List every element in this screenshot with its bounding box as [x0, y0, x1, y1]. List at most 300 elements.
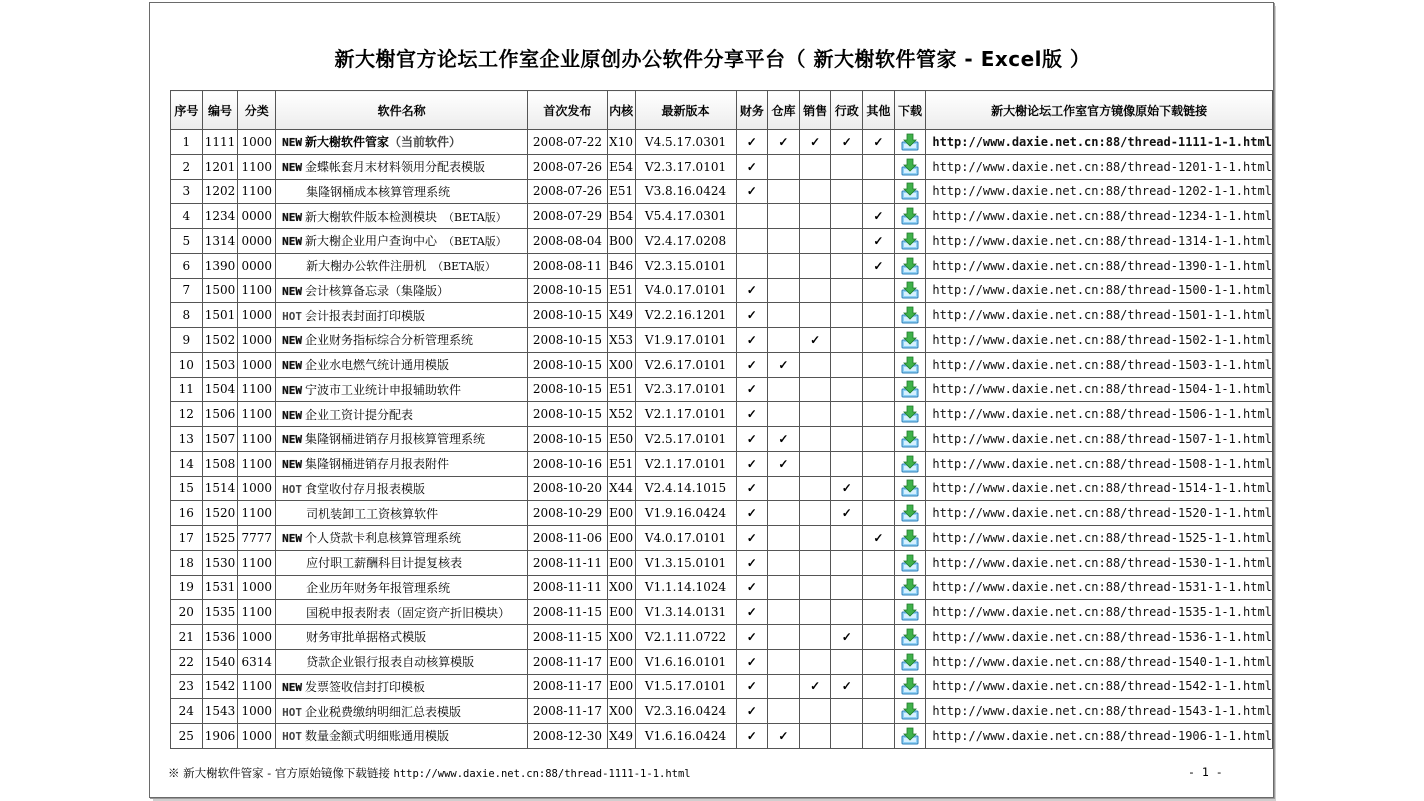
- other-mark: ✓: [863, 130, 895, 155]
- new-badge: NEW: [282, 161, 302, 175]
- software-category: 1100: [238, 501, 276, 526]
- finance-mark: ✓: [736, 550, 768, 575]
- mirror-link[interactable]: http://www.daxie.net.cn:88/thread-1514-1-1.html: [926, 476, 1273, 501]
- other-mark: [863, 278, 895, 303]
- sales-mark: [799, 303, 831, 328]
- core-code: X49: [607, 724, 635, 749]
- mirror-link[interactable]: http://www.daxie.net.cn:88/thread-1390-1-1.html: [926, 253, 1273, 278]
- new-badge: NEW: [282, 532, 302, 546]
- header-code: 编号: [202, 91, 238, 130]
- download-icon: [901, 603, 919, 621]
- software-name: 新大榭软件管家: [304, 135, 389, 150]
- software-name: 国税申报表附表（固定资产折旧模块）: [306, 605, 511, 620]
- download-icon: [901, 479, 919, 497]
- mirror-link[interactable]: http://www.daxie.net.cn:88/thread-1234-1-1.html: [926, 204, 1273, 229]
- admin-mark: [831, 575, 863, 600]
- software-name-cell: [276, 229, 528, 254]
- warehouse-mark: ✓: [768, 352, 800, 377]
- new-badge: NEW: [282, 284, 302, 298]
- download-icon: [901, 727, 919, 745]
- finance-mark: ✓: [736, 427, 768, 452]
- download-button[interactable]: [894, 575, 926, 600]
- software-code: 1111: [202, 130, 238, 155]
- other-mark: [863, 352, 895, 377]
- mirror-link[interactable]: http://www.daxie.net.cn:88/thread-1508-1-1.html: [926, 451, 1273, 476]
- admin-mark: [831, 600, 863, 625]
- software-code: 1500: [202, 278, 238, 303]
- warehouse-mark: [768, 649, 800, 674]
- software-code: 1536: [202, 625, 238, 650]
- latest-version: V2.1.11.0722: [635, 625, 736, 650]
- software-code: 1530: [202, 550, 238, 575]
- mirror-link[interactable]: http://www.daxie.net.cn:88/thread-1906-1-1.html: [926, 724, 1273, 749]
- software-code: 1542: [202, 674, 238, 699]
- software-code: 1906: [202, 724, 238, 749]
- sales-mark: [799, 501, 831, 526]
- sales-mark: [799, 600, 831, 625]
- software-category: 1100: [238, 154, 276, 179]
- software-name-cell: [276, 699, 528, 724]
- row-number: 2: [171, 154, 203, 179]
- software-name: 应付职工薪酬科目计提复核表: [306, 556, 463, 571]
- download-icon: [901, 702, 919, 720]
- download-icon: [901, 331, 919, 349]
- row-number: 6: [171, 253, 203, 278]
- download-button[interactable]: [894, 674, 926, 699]
- download-button[interactable]: [894, 229, 926, 254]
- new-badge: NEW: [282, 359, 302, 373]
- admin-mark: [831, 402, 863, 427]
- software-name-cell: [276, 154, 528, 179]
- table-row: [171, 724, 1273, 749]
- mirror-link[interactable]: http://www.daxie.net.cn:88/thread-1543-1-1.html: [926, 699, 1273, 724]
- software-code: 1234: [202, 204, 238, 229]
- latest-version: V2.2.16.1201: [635, 303, 736, 328]
- download-button[interactable]: [894, 253, 926, 278]
- table-row: [171, 625, 1273, 650]
- mirror-link[interactable]: http://www.daxie.net.cn:88/thread-1520-1-1.html: [926, 501, 1273, 526]
- row-number: 24: [171, 699, 203, 724]
- download-button[interactable]: [894, 154, 926, 179]
- software-code: 1390: [202, 253, 238, 278]
- row-number: 9: [171, 328, 203, 353]
- row-number: 21: [171, 625, 203, 650]
- software-name: 司机装卸工工资核算软件: [306, 506, 439, 521]
- latest-version: V1.6.16.0424: [635, 724, 736, 749]
- software-name-cell: [276, 600, 528, 625]
- first-release-date: 2008-07-22: [528, 130, 608, 155]
- finance-mark: [736, 204, 768, 229]
- row-number: 19: [171, 575, 203, 600]
- first-release-date: 2008-08-11: [528, 253, 608, 278]
- download-button[interactable]: [894, 699, 926, 724]
- first-release-date: 2008-11-15: [528, 625, 608, 650]
- other-mark: ✓: [863, 204, 895, 229]
- software-name: 企业水电燃气统计通用模版: [304, 358, 449, 373]
- download-button[interactable]: [894, 550, 926, 575]
- download-icon: [901, 504, 919, 522]
- sales-mark: [799, 699, 831, 724]
- software-category: 1000: [238, 625, 276, 650]
- admin-mark: ✓: [831, 674, 863, 699]
- latest-version: V1.9.16.0424: [635, 501, 736, 526]
- other-mark: [863, 550, 895, 575]
- core-code: E51: [607, 377, 635, 402]
- latest-version: V2.3.17.0101: [635, 154, 736, 179]
- download-button[interactable]: [894, 303, 926, 328]
- sales-mark: [799, 278, 831, 303]
- download-button[interactable]: [894, 501, 926, 526]
- software-name-cell: [276, 328, 528, 353]
- mirror-link[interactable]: http://www.daxie.net.cn:88/thread-1202-1-1.html: [926, 179, 1273, 204]
- mirror-link[interactable]: http://www.daxie.net.cn:88/thread-1530-1-1.html: [926, 550, 1273, 575]
- other-mark: ✓: [863, 229, 895, 254]
- software-name: 集隆钢桶成本核算管理系统: [306, 184, 451, 199]
- table-row: [171, 402, 1273, 427]
- download-icon: [901, 306, 919, 324]
- table-row: [171, 526, 1273, 551]
- table-row: [171, 501, 1273, 526]
- first-release-date: 2008-10-15: [528, 402, 608, 427]
- table-row: [171, 575, 1273, 600]
- mirror-link[interactable]: http://www.daxie.net.cn:88/thread-1503-1-1.html: [926, 352, 1273, 377]
- download-icon: [901, 529, 919, 547]
- table-row: [171, 550, 1273, 575]
- admin-mark: ✓: [831, 625, 863, 650]
- latest-version: V2.3.17.0101: [635, 377, 736, 402]
- first-release-date: 2008-10-20: [528, 476, 608, 501]
- finance-mark: ✓: [736, 377, 768, 402]
- download-icon: [901, 158, 919, 176]
- table-row: [171, 130, 1273, 155]
- header-finance: 财务: [736, 91, 768, 130]
- download-button[interactable]: [894, 328, 926, 353]
- software-category: 1100: [238, 377, 276, 402]
- latest-version: V1.1.14.1024: [635, 575, 736, 600]
- finance-mark: ✓: [736, 328, 768, 353]
- latest-version: V4.0.17.0101: [635, 278, 736, 303]
- hot-badge: HOT: [282, 730, 302, 744]
- software-name-cell: [276, 427, 528, 452]
- core-code: X52: [607, 402, 635, 427]
- sales-mark: ✓: [799, 674, 831, 699]
- software-category: 0000: [238, 229, 276, 254]
- software-code: 1507: [202, 427, 238, 452]
- download-button[interactable]: [894, 526, 926, 551]
- software-name-cell: [276, 649, 528, 674]
- row-number: 23: [171, 674, 203, 699]
- header-mirror-link: 新大榭论坛工作室官方镜像原始下载链接: [926, 91, 1273, 130]
- core-code: X00: [607, 352, 635, 377]
- core-code: E54: [607, 154, 635, 179]
- warehouse-mark: [768, 278, 800, 303]
- first-release-date: 2008-10-15: [528, 352, 608, 377]
- admin-mark: [831, 229, 863, 254]
- software-code: 1535: [202, 600, 238, 625]
- download-button[interactable]: [894, 204, 926, 229]
- first-release-date: 2008-10-16: [528, 451, 608, 476]
- mirror-link[interactable]: http://www.daxie.net.cn:88/thread-1531-1-1.html: [926, 575, 1273, 600]
- first-release-date: 2008-07-26: [528, 179, 608, 204]
- finance-mark: ✓: [736, 154, 768, 179]
- row-number: 1: [171, 130, 203, 155]
- software-name-cell: [276, 179, 528, 204]
- mirror-link[interactable]: http://www.daxie.net.cn:88/thread-1507-1-1.html: [926, 427, 1273, 452]
- finance-mark: ✓: [736, 451, 768, 476]
- row-number: 16: [171, 501, 203, 526]
- latest-version: V2.6.17.0101: [635, 352, 736, 377]
- core-code: E00: [607, 674, 635, 699]
- other-mark: [863, 451, 895, 476]
- mirror-link[interactable]: http://www.daxie.net.cn:88/thread-1525-1-1.html: [926, 526, 1273, 551]
- core-code: B46: [607, 253, 635, 278]
- first-release-date: 2008-10-15: [528, 427, 608, 452]
- admin-mark: [831, 377, 863, 402]
- table-row: [171, 278, 1273, 303]
- software-name-cell: [276, 278, 528, 303]
- other-mark: [863, 377, 895, 402]
- latest-version: V1.5.17.0101: [635, 674, 736, 699]
- software-name-suffix: （BETA版）: [442, 235, 507, 249]
- sales-mark: ✓: [799, 328, 831, 353]
- finance-mark: ✓: [736, 501, 768, 526]
- software-name: 会计报表封面打印模版: [304, 308, 425, 323]
- software-category: 1100: [238, 600, 276, 625]
- download-icon: [901, 628, 919, 646]
- finance-mark: ✓: [736, 130, 768, 155]
- new-badge: NEW: [282, 383, 302, 397]
- table-row: [171, 253, 1273, 278]
- download-button[interactable]: [894, 649, 926, 674]
- first-release-date: 2008-08-04: [528, 229, 608, 254]
- download-button[interactable]: [894, 130, 926, 155]
- new-badge: NEW: [282, 136, 302, 150]
- download-icon: [901, 554, 919, 572]
- finance-mark: ✓: [736, 402, 768, 427]
- latest-version: V1.9.17.0101: [635, 328, 736, 353]
- other-mark: [863, 600, 895, 625]
- mirror-link[interactable]: http://www.daxie.net.cn:88/thread-1201-1-1.html: [926, 154, 1273, 179]
- software-name-cell: [276, 625, 528, 650]
- software-name: 新大榭软件版本检测模块: [304, 209, 437, 224]
- software-name-cell: [276, 253, 528, 278]
- warehouse-mark: [768, 699, 800, 724]
- mirror-link[interactable]: http://www.daxie.net.cn:88/thread-1506-1-1.html: [926, 402, 1273, 427]
- download-button[interactable]: [894, 352, 926, 377]
- download-button[interactable]: [894, 600, 926, 625]
- warehouse-mark: [768, 674, 800, 699]
- software-category: 1000: [238, 699, 276, 724]
- first-release-date: 2008-11-15: [528, 600, 608, 625]
- mirror-link[interactable]: http://www.daxie.net.cn:88/thread-1540-1-1.html: [926, 649, 1273, 674]
- sales-mark: [799, 427, 831, 452]
- admin-mark: [831, 724, 863, 749]
- warehouse-mark: [768, 526, 800, 551]
- latest-version: V1.6.16.0101: [635, 649, 736, 674]
- download-button[interactable]: [894, 451, 926, 476]
- software-category: 1000: [238, 303, 276, 328]
- first-release-date: 2008-10-15: [528, 278, 608, 303]
- download-button[interactable]: [894, 377, 926, 402]
- row-number: 4: [171, 204, 203, 229]
- warehouse-mark: ✓: [768, 451, 800, 476]
- software-name: 企业税费缴纳明细汇总表模版: [304, 704, 461, 719]
- warehouse-mark: [768, 303, 800, 328]
- core-code: E00: [607, 501, 635, 526]
- software-code: 1540: [202, 649, 238, 674]
- software-code: 1314: [202, 229, 238, 254]
- software-category: 0000: [238, 204, 276, 229]
- sales-mark: [799, 204, 831, 229]
- mirror-link[interactable]: http://www.daxie.net.cn:88/thread-1504-1-1.html: [926, 377, 1273, 402]
- warehouse-mark: [768, 402, 800, 427]
- download-button[interactable]: [894, 724, 926, 749]
- other-mark: [863, 402, 895, 427]
- sales-mark: [799, 724, 831, 749]
- core-code: B54: [607, 204, 635, 229]
- warehouse-mark: [768, 179, 800, 204]
- mirror-link[interactable]: http://www.daxie.net.cn:88/thread-1535-1-1.html: [926, 600, 1273, 625]
- latest-version: V4.0.17.0101: [635, 526, 736, 551]
- core-code: E51: [607, 179, 635, 204]
- warehouse-mark: [768, 229, 800, 254]
- core-code: X44: [607, 476, 635, 501]
- software-name-suffix: （BETA版）: [432, 260, 496, 274]
- mirror-link[interactable]: http://www.daxie.net.cn:88/thread-1500-1-1.html: [926, 278, 1273, 303]
- latest-version: V2.4.14.1015: [635, 476, 736, 501]
- software-category: 1100: [238, 278, 276, 303]
- other-mark: [863, 303, 895, 328]
- software-name: 食堂收付存月报表模版: [304, 481, 425, 496]
- warehouse-mark: [768, 625, 800, 650]
- admin-mark: [831, 526, 863, 551]
- download-icon: [901, 182, 919, 200]
- software-name: 集隆钢桶进销存月报核算管理系统: [304, 432, 485, 447]
- admin-mark: [831, 204, 863, 229]
- software-name-suffix: （BETA版）: [442, 210, 507, 224]
- software-category: 1000: [238, 328, 276, 353]
- software-name: 数量金额式明细账通用模版: [304, 729, 449, 744]
- software-category: 1000: [238, 724, 276, 749]
- sales-mark: [799, 649, 831, 674]
- admin-mark: ✓: [831, 130, 863, 155]
- mirror-link[interactable]: http://www.daxie.net.cn:88/thread-1542-1-1.html: [926, 674, 1273, 699]
- table-row: [171, 451, 1273, 476]
- software-name-cell: [276, 402, 528, 427]
- software-category: 1100: [238, 451, 276, 476]
- sales-mark: [799, 352, 831, 377]
- admin-mark: [831, 179, 863, 204]
- warehouse-mark: [768, 501, 800, 526]
- software-name: 个人贷款卡利息核算管理系统: [304, 531, 461, 546]
- software-name: 集隆钢桶进销存月报表附件: [304, 457, 449, 472]
- admin-mark: [831, 699, 863, 724]
- sales-mark: [799, 253, 831, 278]
- download-icon: [901, 380, 919, 398]
- row-number: 10: [171, 352, 203, 377]
- admin-mark: ✓: [831, 476, 863, 501]
- software-name: 宁波市工业统计申报辅助软件: [304, 382, 461, 397]
- download-icon: [901, 455, 919, 473]
- software-name: 贷款企业银行报表自动核算模版: [306, 655, 475, 670]
- hot-badge: HOT: [282, 482, 302, 496]
- mirror-link[interactable]: http://www.daxie.net.cn:88/thread-1501-1-1.html: [926, 303, 1273, 328]
- other-mark: [863, 575, 895, 600]
- download-button[interactable]: [894, 402, 926, 427]
- sales-mark: [799, 451, 831, 476]
- software-name: 会计核算备忘录（集隆版）: [304, 283, 449, 298]
- software-category: 1100: [238, 550, 276, 575]
- first-release-date: 2008-11-17: [528, 699, 608, 724]
- core-code: X49: [607, 303, 635, 328]
- first-release-date: 2008-10-15: [528, 328, 608, 353]
- sales-mark: [799, 229, 831, 254]
- header-sales: 销售: [799, 91, 831, 130]
- sales-mark: [799, 402, 831, 427]
- finance-mark: ✓: [736, 278, 768, 303]
- download-button[interactable]: [894, 427, 926, 452]
- download-button[interactable]: [894, 476, 926, 501]
- latest-version: V2.5.17.0101: [635, 427, 736, 452]
- new-badge: NEW: [282, 680, 302, 694]
- header-admin: 行政: [831, 91, 863, 130]
- first-release-date: 2008-11-06: [528, 526, 608, 551]
- mirror-link[interactable]: http://www.daxie.net.cn:88/thread-1111-1-1.html: [926, 130, 1273, 155]
- other-mark: [863, 501, 895, 526]
- other-mark: [863, 476, 895, 501]
- admin-mark: [831, 253, 863, 278]
- finance-mark: ✓: [736, 352, 768, 377]
- mirror-link[interactable]: http://www.daxie.net.cn:88/thread-1502-1-1.html: [926, 328, 1273, 353]
- first-release-date: 2008-11-17: [528, 649, 608, 674]
- download-icon: [901, 430, 919, 448]
- finance-mark: [736, 229, 768, 254]
- software-category: 1000: [238, 575, 276, 600]
- new-badge: NEW: [282, 334, 302, 348]
- table-row: [171, 476, 1273, 501]
- software-category: 6314: [238, 649, 276, 674]
- software-category: 7777: [238, 526, 276, 551]
- download-button[interactable]: [894, 625, 926, 650]
- sales-mark: [799, 179, 831, 204]
- table-row: [171, 649, 1273, 674]
- new-badge: NEW: [282, 408, 302, 422]
- first-release-date: 2008-07-29: [528, 204, 608, 229]
- download-button[interactable]: [894, 179, 926, 204]
- table-row: [171, 179, 1273, 204]
- software-name: 新大榭办公软件注册机: [306, 259, 427, 274]
- footer-url[interactable]: http://www.daxie.net.cn:88/thread-1111-1-1.html: [393, 768, 691, 780]
- admin-mark: [831, 303, 863, 328]
- software-name: 金蝶帐套月末材料领用分配表模版: [304, 160, 485, 175]
- finance-mark: ✓: [736, 674, 768, 699]
- finance-mark: ✓: [736, 649, 768, 674]
- software-name-suffix: （当前软件）: [388, 135, 461, 150]
- warehouse-mark: [768, 600, 800, 625]
- download-button[interactable]: [894, 278, 926, 303]
- row-number: 17: [171, 526, 203, 551]
- software-name-cell: [276, 377, 528, 402]
- table-row: [171, 229, 1273, 254]
- mirror-link[interactable]: http://www.daxie.net.cn:88/thread-1314-1-1.html: [926, 229, 1273, 254]
- latest-version: V1.3.14.0131: [635, 600, 736, 625]
- first-release-date: 2008-10-15: [528, 303, 608, 328]
- software-code: 1508: [202, 451, 238, 476]
- download-icon: [901, 578, 919, 596]
- header-other: 其他: [863, 91, 895, 130]
- mirror-link[interactable]: http://www.daxie.net.cn:88/thread-1536-1-1.html: [926, 625, 1273, 650]
- row-number: 18: [171, 550, 203, 575]
